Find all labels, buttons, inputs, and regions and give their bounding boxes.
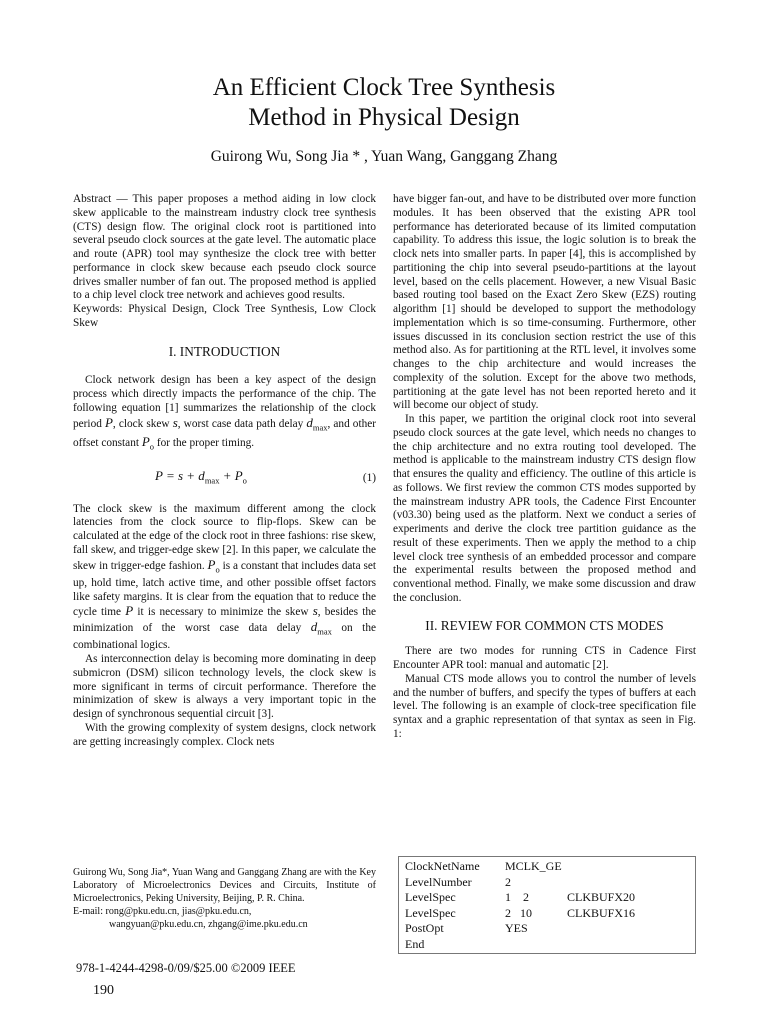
keywords: Keywords: Physical Design, Clock Tree Synthesis, Low Clock Skew (73, 303, 376, 329)
code-row: LevelSpec 2 10 CLKBUFX16 (405, 905, 636, 920)
code-row: LevelNumber 2 (405, 874, 511, 889)
right-paragraph-2: In this paper, we partition the original clock root into several pseudo clock sources at the gate level, which needs no changes to the chip architecture and no extra routing tool developed. The method is applicable to the mainstream industry CTS design flow that ensures the quality and efficiency. The outline of this article is as follows. We first review the common CTS modes supported by the mainstream industry APR tools, the Cadence First Encounter (v03.30) being used as the platform. Next we conduct a series of experiments and derive the clock tree partition guidance as the result of these experiments. Then we apply the method to a chip level clock tree synthesis of an embedded processor and compare the experimental results between the proposed method and conventional method. Finally, we make some discussion and draw the conclusion. (393, 413, 696, 604)
intro-paragraph-2: The clock skew is the maximum different among the clock latencies from the clock source to flip-flops. Skew can be calculated at the edge of the clock root in three fashions: rise skew, fall skew, and trigger-edge skew [2]. In this paper, we calculate the skew in trigger-edge fashion. $P_o$ is a constant that includes data set up, hold time, latch active time, and other possible offset factors like safety margins. It is clear from the equation that to reduce the cycle time P it is necessary to minimize the skew s, besides the minimization of the worst case data delay $d_{max}$ on the combinational logics. (73, 502, 377, 652)
author-list: Guirong Wu, Song Jia * , Yuan Wang, Ganggang Zhang (210, 148, 558, 165)
paper-title (0, 73, 768, 133)
right-paragraph-1: have bigger fan-out, and have to be distributed over more function modules. It has been observed that the existing APR tool performance has deteriorated because of its limited computation capability. To address this issue, the logic solution is to break the clock nets into smaller parts. In paper [4], this is accomplished by partitioning the chip into several pseudo-partitions at the layout level, based on the cells placement. However, a new Visual Basic based routing tool based on the Exact Zero Skew (EZS) routing algorithm [1] should be developed to support the methodology implementation which is so time-consuming. Furthermore, other issues discussed in its conclusion section restrict the use of this method also. As for partitioning at the RTL level, it involves some changes to the chip architecture and would increases the complexity of the solution. Except for the above two methods, partitioning at the gate level has not been reported hereto and it will become our object of study. (393, 193, 696, 412)
right-column (393, 193, 696, 742)
title-line-2: Method in Physical Design (248, 104, 520, 131)
section-1-heading: I. INTRODUCTION (168, 343, 281, 359)
footnote-email-2: wangyuan@pku.edu.cn, zhgang@ime.pku.edu.cn (109, 919, 308, 930)
equation-expression: $P = s + d_{max} + P_o$ (155, 468, 247, 486)
code-row: End (405, 936, 425, 951)
abstract: Abstract — This paper proposes a method aiding in low clock skew applicable to the mainstream industry clock tree synthesis (CTS) design flow. The original clock root is partitioned into several pseudo clock sources at the gate level. The automatic place and route (APR) tool may synthesize the clock tree with better performance in clock skew because each pseudo clock source drives smaller number of fan out. The proposed method is applied to a chip level clock tree network and achieves good results. (73, 193, 376, 302)
intro-paragraph-3: As interconnection delay is becoming more dominating in deep submicron (DSM) silicon technology levels, the clock skew is more significant in terms of circuit performance. Therefore the minimization of skew is always a very important topic in the design of synchronous sequential circuit [3]. (73, 653, 376, 721)
symbol-Po: $P_o$ (141, 433, 155, 452)
footnote-email-1: E-mail: rong@pku.edu.cn, jias@pku.edu.cn, (73, 906, 252, 917)
affiliation-footnote (73, 866, 376, 931)
section-2-heading: II. REVIEW FOR COMMON CTS MODES (425, 617, 664, 633)
page-number: 190 (93, 983, 114, 998)
equation-1 (73, 469, 376, 488)
title-line-1: An Efficient Clock Tree Synthesis (212, 74, 556, 101)
code-row: LevelSpec 1 2 CLKBUFX20 (405, 890, 636, 904)
section-2-paragraph-2: Manual CTS mode allows you to control the number of levels and the number of buffers, and specify the types of buffers at each level. The following is an example of clock-tree specification file syntax and a graphic representation of that syntax as seen in Fig. 1: (393, 672, 696, 740)
code-row: PostOpt YES (405, 921, 528, 935)
clock-tree-spec-code-box (398, 856, 696, 954)
footnote-affiliation: Guirong Wu, Song Jia*, Yuan Wang and Ganggang Zhang are with the Key Laboratory of Microelectronics Devices and Circuits, Institute of Microelectronics, Peking University, Beijing, P. R. China. (73, 867, 376, 904)
isbn-copyright: 978-1-4244-4298-0/09/$25.00 ©2009 IEEE (76, 961, 296, 975)
code-row: ClockNetName MCLK_GE (405, 859, 562, 873)
symbol-P: P (104, 414, 113, 430)
intro-paragraph-4: With the growing complexity of system designs, clock network are getting increasingly complex. Clock nets (73, 721, 376, 748)
symbol-s: s (172, 414, 178, 430)
equation-number: (1) (362, 471, 376, 484)
symbol-dmax: $d_{max}$ (306, 414, 328, 433)
section-2-paragraph-1: There are two modes for running CTS in Cadence First Encounter APR tool: manual and automatic [2]. (393, 645, 696, 671)
intro-paragraph-1: Clock network design has been a key aspect of the design process which directly impacts the performance of the chip. The following equation [1] summarizes the relationship of the clock period P, clock skew s, worst case data path delay $d_{max}$, and other offset constant $P_o$ for the proper timing. (73, 374, 377, 452)
left-column (73, 193, 376, 749)
